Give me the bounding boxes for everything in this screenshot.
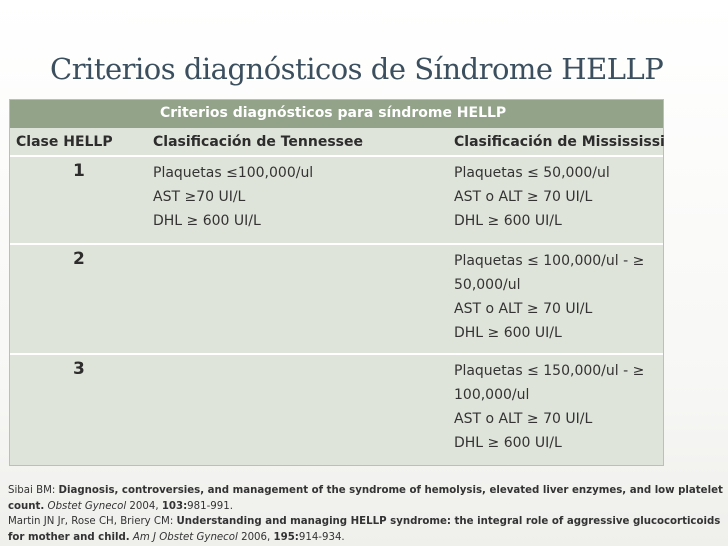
table-row	[10, 245, 663, 355]
table-caption: Criterios diagnósticos para síndrome HELLP	[160, 105, 507, 121]
ref-volume: 103:	[161, 500, 188, 512]
ref-year: 2004,	[126, 500, 162, 512]
ref-journal: Am J Obstet Gynecol	[132, 531, 238, 543]
criteria-table	[9, 99, 664, 466]
criterion-line: DHL ≥ 600 UI/L	[454, 325, 562, 341]
row-class: 3	[73, 359, 85, 379]
table-caption-row	[10, 100, 663, 128]
header-clase: Clase HELLP	[16, 134, 113, 150]
criterion-line: Plaquetas ≤ 150,000/ul - ≥	[454, 363, 645, 379]
criterion-line: Plaquetas ≤100,000/ul	[153, 165, 314, 181]
reference-2	[8, 514, 724, 545]
references	[8, 483, 724, 545]
row-class: 2	[73, 249, 85, 269]
criterion-line: AST o ALT ≥ 70 UI/L	[454, 301, 593, 317]
criterion-line: AST o ALT ≥ 70 UI/L	[454, 411, 593, 427]
criterion-line: DHL ≥ 600 UI/L	[153, 213, 261, 229]
criterion-line: 100,000/ul	[454, 387, 530, 403]
ref-journal: Obstet Gynecol	[47, 500, 127, 512]
table-row	[10, 355, 663, 465]
criterion-line: DHL ≥ 600 UI/L	[454, 213, 562, 229]
header-tennessee: Clasificación de Tennessee	[153, 134, 363, 150]
ref-volume: 195:	[273, 531, 299, 543]
criterion-line: AST o ALT ≥ 70 UI/L	[454, 189, 593, 205]
criterion-line: AST ≥70 UI/L	[153, 189, 246, 205]
criterion-line: Plaquetas ≤ 100,000/ul - ≥	[454, 253, 645, 269]
ref-pages: 981-991.	[187, 500, 233, 512]
criterion-line: 50,000/ul	[454, 277, 521, 293]
ref-title: Diagnosis, controversies, and management of the syndrome of hemolysis, elevated liver enzymes, and low platelet count.	[8, 485, 723, 512]
ref-title: Understanding and managing HELLP syndrome: the integral role of aggressive glucocorticoids for mother and child.	[8, 516, 721, 543]
ref-year: 2006,	[237, 531, 274, 543]
criterion-line: DHL ≥ 600 UI/L	[454, 435, 562, 451]
mississippi-cell	[454, 249, 644, 345]
ref-pages: 914-934.	[298, 531, 345, 543]
tennessee-cell	[153, 161, 313, 233]
table-header-row	[10, 128, 663, 157]
slide-title: Criterios diagnósticos de Síndrome HELLP	[50, 52, 664, 86]
criterion-line: Plaquetas ≤ 50,000/ul	[454, 165, 610, 181]
ref-authors: Martin JN Jr, Rose CH, Briery CM:	[8, 516, 177, 527]
mississippi-cell	[454, 359, 644, 455]
header-mississippi: Clasificación de Missississi	[454, 134, 665, 150]
ref-authors: Sibai BM:	[8, 485, 59, 496]
row-class: 1	[73, 161, 85, 181]
mississippi-cell	[454, 161, 610, 233]
reference-1	[8, 483, 724, 514]
table-row	[10, 157, 663, 245]
